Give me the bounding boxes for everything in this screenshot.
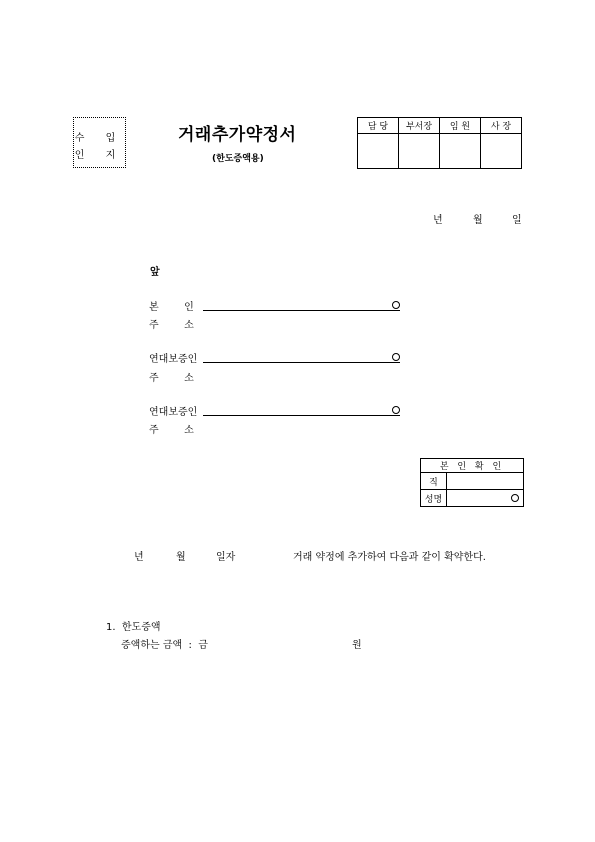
- confirm-name-label: 성명: [421, 490, 447, 507]
- stamp-line-2: 인 지: [74, 150, 125, 161]
- document-title: 거래추가약정서: [178, 125, 297, 145]
- approval-sign-cell[interactable]: [399, 134, 440, 169]
- party-signature-line[interactable]: [203, 415, 400, 416]
- party-address-label: 주 소: [149, 425, 194, 436]
- approval-header-staff: 담 당: [358, 118, 399, 134]
- party-address-label: 주 소: [149, 373, 194, 384]
- approval-sign-cell[interactable]: [481, 134, 522, 169]
- approval-sign-cell[interactable]: [440, 134, 481, 169]
- stamp-line-1: 수 입: [74, 133, 125, 144]
- confirm-position-cell[interactable]: [447, 473, 524, 490]
- revenue-stamp-box: [73, 117, 126, 168]
- document-subtitle: (한도증액용): [212, 154, 264, 164]
- clause-title: 1. 한도증액: [106, 622, 161, 633]
- approval-header-manager: 부서장: [399, 118, 440, 134]
- approval-table: [357, 117, 522, 169]
- seal-circle-icon: [392, 353, 400, 361]
- seal-circle-icon: [392, 301, 400, 309]
- party-role-principal: 본 인: [149, 302, 194, 313]
- date-day: 일: [512, 215, 522, 226]
- seal-circle-icon: [511, 494, 519, 502]
- approval-header-executive: 임 원: [440, 118, 481, 134]
- date-year: 년: [433, 215, 443, 226]
- sentence-year: 년: [134, 552, 144, 563]
- party-role-guarantor-2: 연대보증인: [149, 407, 198, 418]
- clause-amount-unit: 원: [352, 640, 362, 651]
- confirm-position-label: 직: [421, 473, 447, 490]
- clause-amount-label: 증액하는 금액 : 금: [121, 640, 208, 651]
- sentence-day-label: 일자: [216, 552, 236, 563]
- approval-header-president: 사 장: [481, 118, 522, 134]
- party-signature-line[interactable]: [203, 362, 400, 363]
- recipient-suffix: 앞: [150, 267, 160, 278]
- party-role-guarantor-1: 연대보증인: [149, 354, 198, 365]
- party-signature-line[interactable]: [203, 310, 400, 311]
- confirm-header: 본 인 확 인: [421, 459, 524, 473]
- date-month: 월: [473, 215, 483, 226]
- confirm-name-cell[interactable]: [447, 490, 524, 507]
- approval-sign-cell[interactable]: [358, 134, 399, 169]
- identity-confirm-table: [420, 458, 524, 507]
- sentence-month: 월: [176, 552, 186, 563]
- party-address-label: 주 소: [149, 320, 194, 331]
- sentence-text: 거래 약정에 추가하여 다음과 같이 확약한다.: [293, 552, 486, 563]
- seal-circle-icon: [392, 406, 400, 414]
